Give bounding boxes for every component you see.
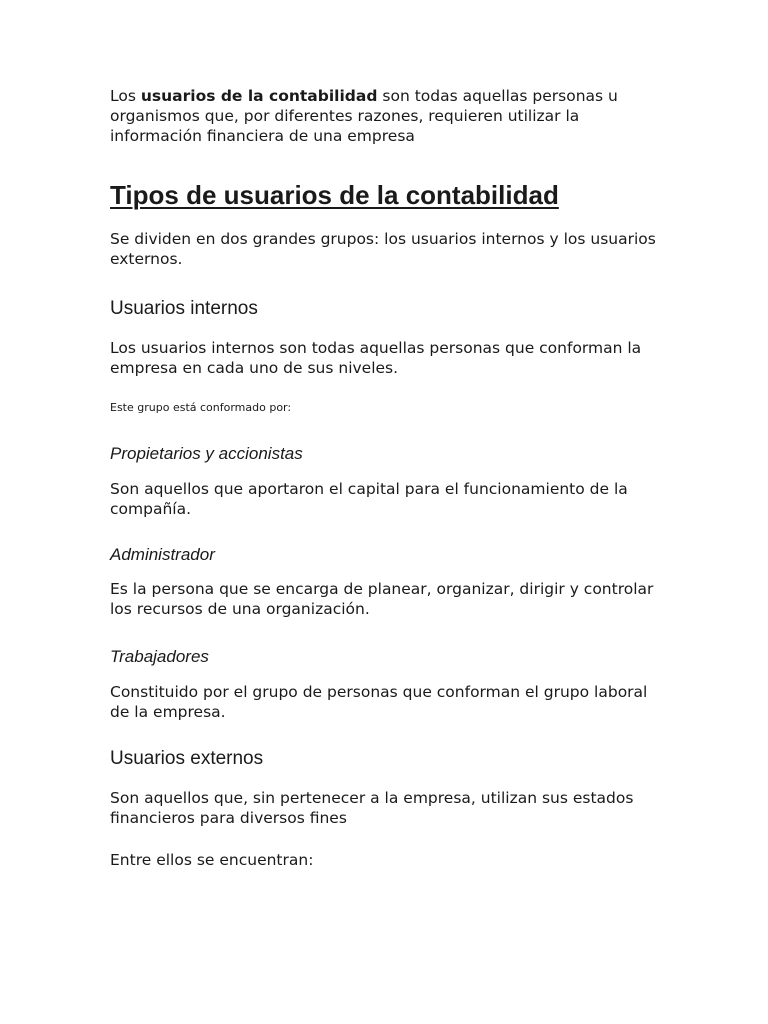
group-administrator-text: Es la persona que se encarga de planear, organizar, dirigir y controlar los recursos de una organización. (110, 580, 654, 618)
internal-users-heading: Usuarios internos (110, 298, 258, 319)
intro-bold-term: usuarios de la contabilidad (140, 87, 378, 105)
external-closing: Entre ellos se encuentran: (110, 851, 314, 869)
group-workers-title: Trabajadores (110, 647, 209, 666)
group-owners-text: Son aquellos que aportaron el capital para el funcionamiento de la compañía. (110, 480, 628, 518)
internal-group-note: Este grupo está conformado por: (110, 401, 292, 414)
intro-suffix: son todas aquellas personas u organismos que, por diferentes razones, requieren utilizar la información financiera de una empresa (110, 87, 618, 145)
intro-prefix: Los (110, 87, 141, 105)
intro-paragraph (110, 86, 670, 146)
group-workers-text: Constituido por el grupo de personas que conforman el grupo laboral de la empresa. (110, 683, 648, 721)
group-owners-title: Propietarios y accionistas (110, 444, 303, 463)
main-paragraph: Se dividen en dos grandes grupos: los usuarios internos y los usuarios externos. (110, 230, 656, 268)
external-users-paragraph: Son aquellos que, sin pertenecer a la empresa, utilizan sus estados financieros para diversos fines (110, 789, 634, 827)
external-users-heading: Usuarios externos (110, 748, 264, 769)
group-administrator-title: Administrador (110, 545, 215, 564)
internal-users-paragraph: Los usuarios internos son todas aquellas personas que conforman la empresa en cada uno de sus niveles. (110, 339, 642, 377)
main-heading: Tipos de usuarios de la contabilidad (110, 180, 559, 210)
